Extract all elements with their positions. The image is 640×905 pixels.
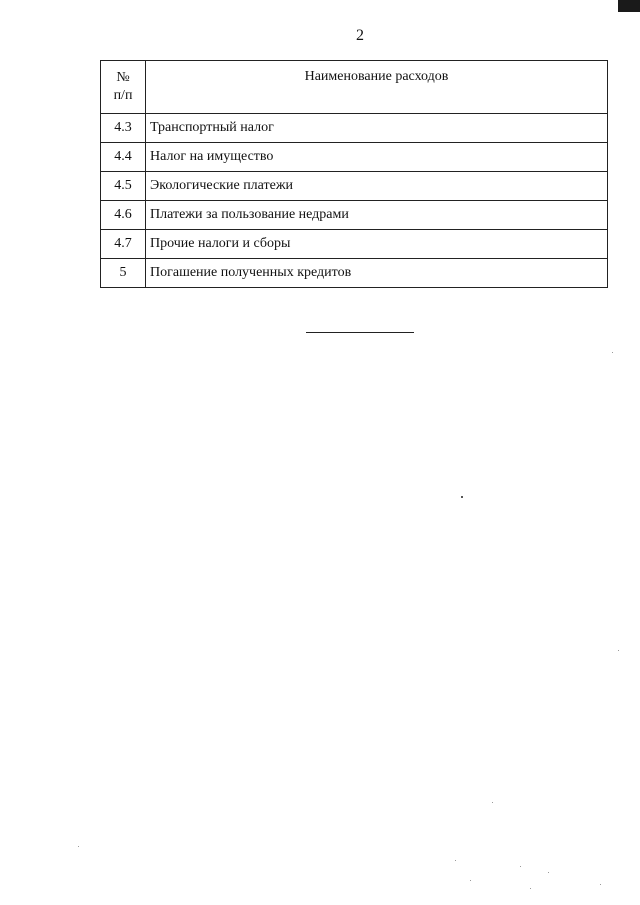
scan-speck	[548, 872, 549, 873]
scan-speck	[618, 650, 619, 651]
end-of-document-line	[306, 332, 414, 333]
header-name-cell: Наименование расходов	[146, 61, 608, 114]
row-name: Экологические платежи	[146, 172, 608, 201]
row-name: Налог на имущество	[146, 143, 608, 172]
table-header-row	[101, 61, 608, 114]
header-number-sign: №	[116, 70, 130, 85]
scan-speck	[470, 880, 471, 881]
header-number-cell	[101, 61, 146, 114]
row-name: Платежи за пользование недрами	[146, 201, 608, 230]
scan-speck	[78, 846, 79, 847]
scan-corner-mark	[618, 0, 640, 12]
row-number: 4.5	[101, 172, 146, 201]
row-number: 4.7	[101, 230, 146, 259]
scan-speck	[600, 884, 601, 885]
scan-speck	[492, 802, 493, 803]
expenses-table	[100, 60, 608, 288]
table-row	[101, 143, 608, 172]
table-row	[101, 172, 608, 201]
scan-speck	[461, 496, 463, 498]
row-name: Прочие налоги и сборы	[146, 230, 608, 259]
header-number-abbrev: п/п	[113, 88, 133, 103]
row-number: 5	[101, 259, 146, 288]
row-number: 4.3	[101, 114, 146, 143]
row-name: Транспортный налог	[146, 114, 608, 143]
table-row	[101, 201, 608, 230]
scan-speck	[520, 866, 521, 867]
scan-speck	[455, 860, 456, 861]
table-row	[101, 230, 608, 259]
row-name: Погашение полученных кредитов	[146, 259, 608, 288]
row-number: 4.6	[101, 201, 146, 230]
table-row	[101, 114, 608, 143]
scan-speck	[612, 352, 613, 353]
row-number: 4.4	[101, 143, 146, 172]
page-number: 2	[356, 27, 364, 44]
scan-speck	[530, 888, 531, 889]
table-row	[101, 259, 608, 288]
